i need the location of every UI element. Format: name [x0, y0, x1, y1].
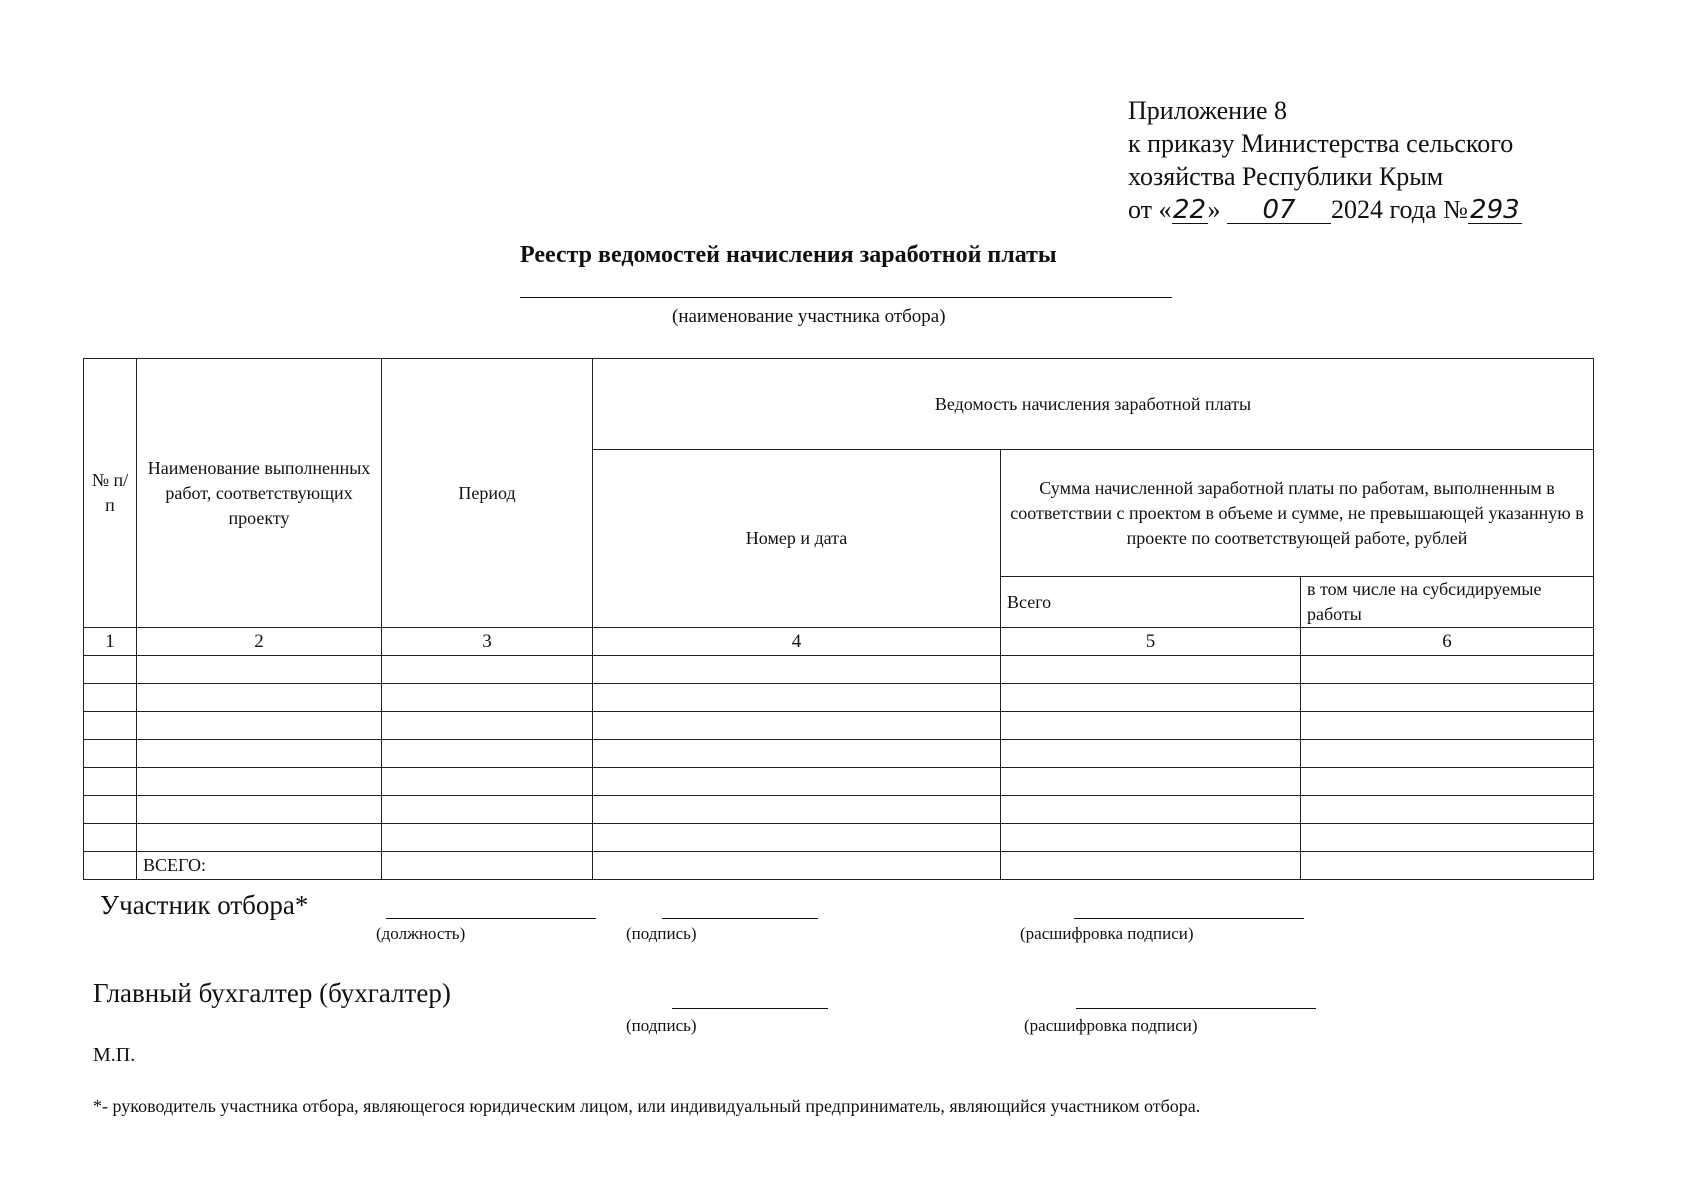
table-cell: [382, 796, 593, 824]
table-cell: [137, 824, 382, 852]
table-cell: [84, 656, 137, 684]
table-cell: [593, 712, 1001, 740]
table-cell: [1301, 796, 1594, 824]
register-table: [83, 358, 1594, 880]
appendix-line-3: хозяйства Республики Крым: [1128, 162, 1444, 191]
table-cell: [382, 768, 593, 796]
table-cell: [1001, 712, 1301, 740]
position-line: [386, 918, 596, 919]
table-cell: [1301, 712, 1594, 740]
table-cell: [1001, 740, 1301, 768]
table-cell: [382, 852, 593, 880]
column-number: 4: [593, 628, 1001, 656]
appendix-line-1: Приложение 8: [1128, 96, 1288, 125]
order-number: 293: [1468, 197, 1522, 224]
table-cell: [84, 796, 137, 824]
column-number: 5: [1001, 628, 1301, 656]
header-number-date: Номер и дата: [593, 450, 1001, 628]
column-number: 1: [84, 628, 137, 656]
appendix-date-line: [1128, 193, 1522, 226]
header-payroll-group: Ведомость начисления заработной платы: [593, 359, 1594, 450]
header-work-name: Наименование выполненных работ, соответствующих проекту: [137, 359, 382, 628]
table-row: [84, 796, 1594, 824]
table-cell: [593, 824, 1001, 852]
table-row: [84, 824, 1594, 852]
date-year: 2024 года №: [1331, 195, 1468, 224]
participant-name-caption: (наименование участника отбора): [672, 306, 946, 327]
stamp-place: М.П.: [93, 1044, 136, 1066]
table-cell: [137, 712, 382, 740]
decoding-line: [1074, 918, 1304, 919]
total-row: [84, 852, 1594, 880]
date-prefix: от «: [1128, 195, 1172, 224]
date-month: 07: [1227, 197, 1331, 224]
column-number: 2: [137, 628, 382, 656]
table-cell: [137, 656, 382, 684]
table-cell: [137, 796, 382, 824]
table-cell: [1301, 656, 1594, 684]
table-cell: [1301, 852, 1594, 880]
total-label: ВСЕГО:: [137, 852, 382, 880]
table-cell: [1001, 796, 1301, 824]
column-number: 6: [1301, 628, 1594, 656]
table-row: [84, 684, 1594, 712]
table-cell: [1301, 824, 1594, 852]
accountant-label: Главный бухгалтер (бухгалтер): [93, 978, 451, 1008]
table-cell: [382, 656, 593, 684]
accountant-signature-line: [672, 1008, 828, 1009]
header-subsidized: в том числе на субсидируемые работы: [1301, 577, 1594, 628]
table-cell: [593, 684, 1001, 712]
document-title: Реестр ведомостей начисления заработной платы: [520, 242, 1057, 268]
table-cell: [137, 740, 382, 768]
date-day: 22: [1172, 195, 1207, 225]
table-cell: [137, 768, 382, 796]
table-cell: [84, 852, 137, 880]
table-cell: [382, 712, 593, 740]
table-cell: [593, 656, 1001, 684]
participant-label: Участник отбора*: [100, 890, 309, 920]
table-cell: [1001, 656, 1301, 684]
table-cell: [1001, 768, 1301, 796]
accountant-signature-caption: (подпись): [626, 1016, 697, 1035]
table-cell: [84, 740, 137, 768]
table-cell: [593, 852, 1001, 880]
table-cell: [1301, 684, 1594, 712]
header-period: Период: [382, 359, 593, 628]
column-numbers-row: [84, 628, 1594, 656]
header-sum-group: Сумма начисленной заработной платы по работам, выполненным в соответствии с проектом в объеме и сумме, не превышающей указанную в проекте по соответствующей работе, рублей: [1001, 450, 1594, 577]
accountant-decoding-caption: (расшифровка подписи): [1024, 1016, 1198, 1035]
accountant-decoding-line: [1076, 1008, 1316, 1009]
table-cell: [84, 824, 137, 852]
table-cell: [137, 684, 382, 712]
table-cell: [593, 740, 1001, 768]
table-cell: [1001, 824, 1301, 852]
table-cell: [84, 712, 137, 740]
position-caption: (должность): [376, 924, 466, 943]
table-row: [84, 656, 1594, 684]
header-no: № п/п: [84, 359, 137, 628]
table-cell: [593, 796, 1001, 824]
table-cell: [382, 684, 593, 712]
decoding-caption: (расшифровка подписи): [1020, 924, 1194, 943]
appendix-line-2: к приказу Министерства сельского: [1128, 129, 1514, 158]
table-cell: [84, 768, 137, 796]
table-cell: [1301, 740, 1594, 768]
footnote: *- руководитель участника отбора, являющегося юридическим лицом, или индивидуальный предприниматель, являющийся участником отбора.: [93, 1096, 1201, 1116]
appendix-block: [1128, 94, 1522, 226]
table-cell: [1301, 768, 1594, 796]
signature-caption: (подпись): [626, 924, 697, 943]
table-row: [84, 740, 1594, 768]
signature-line: [662, 918, 818, 919]
column-number: 3: [382, 628, 593, 656]
date-mid: »: [1207, 195, 1221, 224]
table-cell: [1001, 852, 1301, 880]
table-row: [84, 768, 1594, 796]
participant-name-line: [520, 297, 1172, 298]
table-cell: [593, 768, 1001, 796]
table-cell: [84, 684, 137, 712]
table-cell: [382, 740, 593, 768]
table-cell: [1001, 684, 1301, 712]
header-total: Всего: [1001, 577, 1301, 628]
table-cell: [382, 824, 593, 852]
table-row: [84, 712, 1594, 740]
